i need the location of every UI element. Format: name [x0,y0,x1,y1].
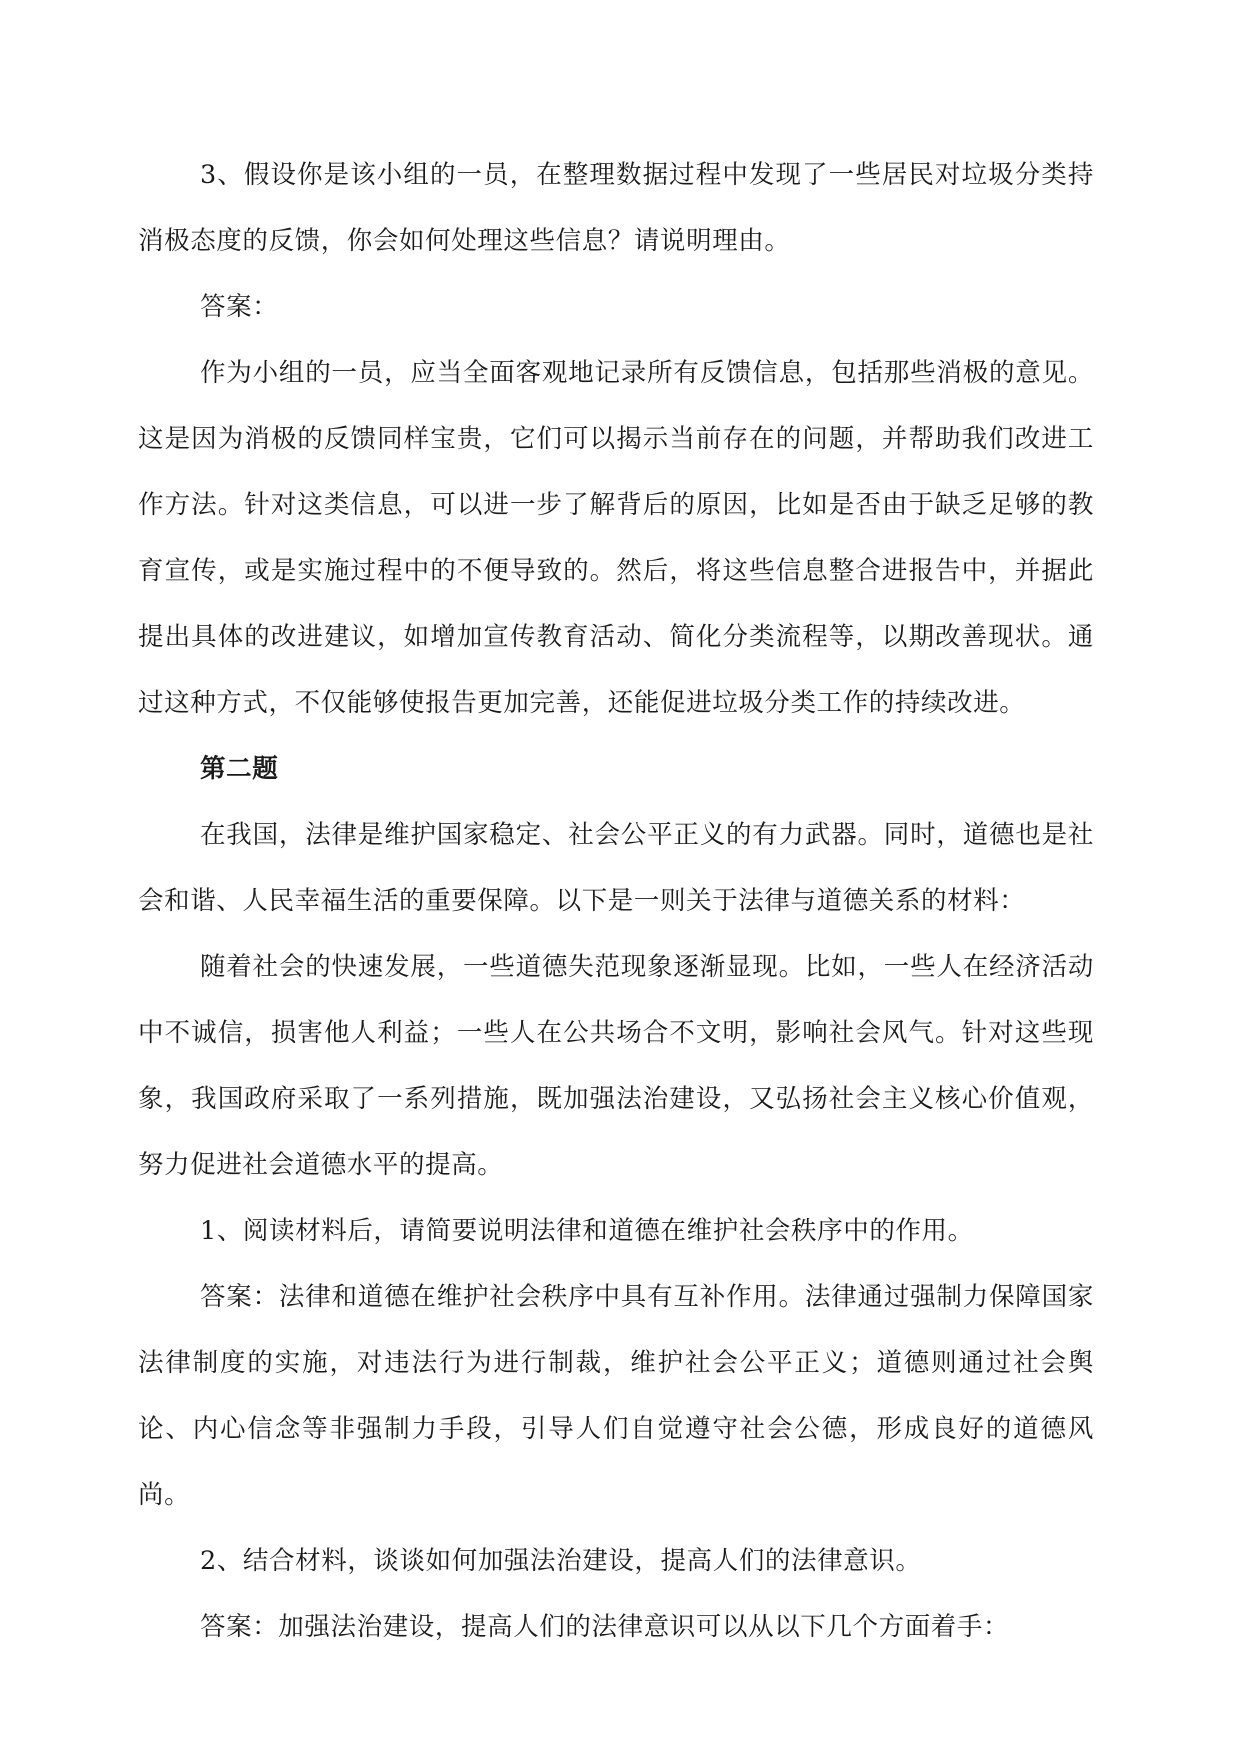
question-3: 3、假设你是该小组的一员，在整理数据过程中发现了一些居民对垃圾分类持消极态度的反馈，你会如何处理这些信息？请说明理由。 [138,160,1094,256]
question-1: 1、阅读材料后，请简要说明法律和道德在维护社会秩序中的作用。 [200,1216,974,1246]
answer-question-1: 答案：法律和道德在维护社会秩序中具有互补作用。法律通过强制力保障国家法律制度的实施，对违法行为进行制裁，维护社会公平正义；道德则通过社会舆论、内心信念等非强制力手段，引导人们自觉遵守社会公德，形成良好的道德风尚。 [138,1282,1094,1510]
question-2: 2、结合材料，谈谈如何加强法治建设，提高人们的法律意识。 [200,1546,922,1576]
answer-question-2: 答案：加强法治建设，提高人们的法律意识可以从以下几个方面着手： [200,1612,1010,1642]
answer-question-3: 作为小组的一员，应当全面客观地记录所有反馈信息，包括那些消极的意见。这是因为消极的反馈同样宝贵，它们可以揭示当前存在的问题，并帮助我们改进工作方法。针对这类信息，可以进一步了解背后的原因，比如是否由于缺乏足够的教育宣传，或是实施过程中的不便导致的。然后，将这些信息整合进报告中，并据此提出具体的改进建议，如增加宣传教育活动、简化分类流程等，以期改善现状。通过这种方式，不仅能够使报告更加完善，还能促进垃圾分类工作的持续改进。 [138,358,1094,718]
section-heading: 第二题 [200,754,279,784]
intro-paragraph: 在我国，法律是维护国家稳定、社会公平正义的有力武器。同时，道德也是社会和谐、人民幸福生活的重要保障。以下是一则关于法律与道德关系的材料： [138,820,1094,916]
material-paragraph: 随着社会的快速发展，一些道德失范现象逐渐显现。比如，一些人在经济活动中不诚信，损害他人利益；一些人在公共场合不文明，影响社会风气。针对这些现象，我国政府采取了一系列措施，既加强法治建设，又弘扬社会主义核心价值观，努力促进社会道德水平的提高。 [138,952,1094,1180]
document-body [138,142,1094,1660]
answer-label: 答案： [200,292,279,322]
